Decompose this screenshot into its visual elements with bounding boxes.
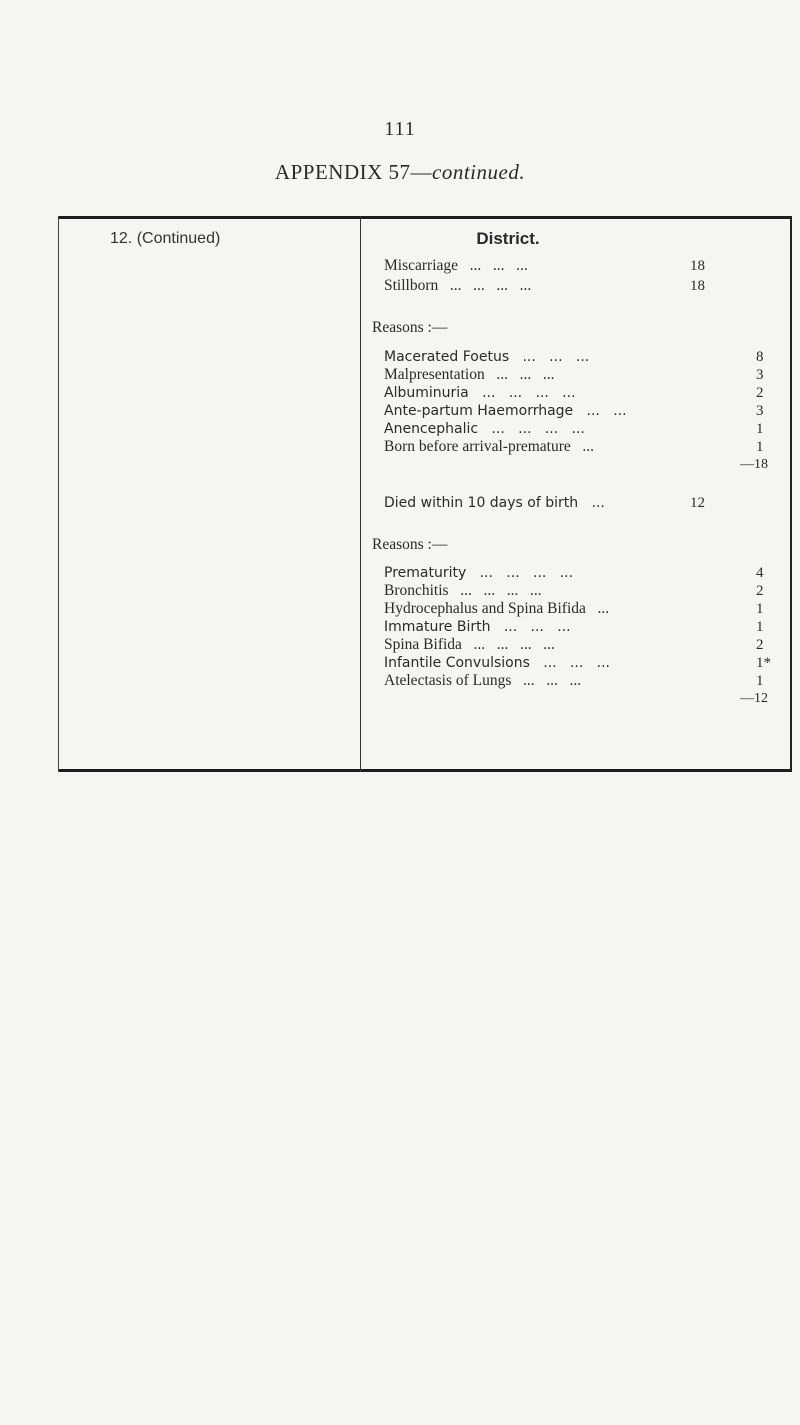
reason-immature-birth: Immature Birth ... ... ... (384, 619, 571, 635)
reason-anencephalic-value: 1 (756, 421, 764, 437)
reason-albuminuria: Albuminuria ... ... ... ... (384, 385, 576, 401)
reason-spina-bifida-value: 2 (756, 637, 764, 653)
page-heading (0, 160, 800, 185)
reason-albuminuria-value: 2 (756, 385, 764, 401)
reason-macerated-foetus: Macerated Foetus ... ... ... (384, 349, 590, 365)
reason-macerated-foetus-value: 8 (756, 349, 764, 365)
reason-ante-partum-haemorrhage-value: 3 (756, 403, 764, 419)
reason-prematurity-value: 4 (756, 565, 764, 581)
page-number: 111 (384, 118, 416, 140)
stillborn-value: 18 (690, 278, 705, 294)
stillborn-reasons-heading: Reasons :— (372, 319, 448, 336)
died-reasons-total: —12 (740, 691, 768, 706)
reason-hydrocephalus-spina-bifida-value: 1 (756, 601, 764, 617)
heading-continued: continued. (432, 160, 526, 184)
table-right-rule (790, 216, 792, 772)
reason-ante-partum-haemorrhage: Ante-partum Haemorrhage ... ... (384, 403, 627, 419)
reason-malpresentation: Malpresentation ... ... ... (384, 366, 555, 383)
reason-immature-birth-value: 1 (756, 619, 764, 635)
reason-atelectasis-of-lungs: Atelectasis of Lungs ... ... ... (384, 672, 582, 689)
appendix-table (58, 216, 792, 772)
reason-prematurity: Prematurity ... ... ... ... (384, 565, 574, 581)
reason-infantile-convulsions-value: 1* (756, 655, 771, 671)
reason-born-before-arrival-value: 1 (756, 439, 764, 455)
reason-bronchitis: Bronchitis ... ... ... ... (384, 582, 542, 599)
table-top-rule (58, 216, 792, 219)
table-left-rule (58, 216, 59, 772)
reason-spina-bifida: Spina Bifida ... ... ... ... (384, 636, 555, 653)
reason-malpresentation-value: 3 (756, 367, 764, 383)
table-bottom-rule (58, 769, 792, 772)
reason-hydrocephalus-spina-bifida: Hydrocephalus and Spina Bifida ... (384, 600, 610, 617)
reason-anencephalic: Anencephalic ... ... ... ... (384, 421, 585, 437)
district-title: District. (476, 229, 540, 248)
stillborn-reasons-total: —18 (740, 457, 768, 472)
stillborn-label: Stillborn ... ... ... ... (384, 277, 532, 294)
reason-bronchitis-value: 2 (756, 583, 764, 599)
reason-atelectasis-of-lungs-value: 1 (756, 673, 764, 689)
died-within-10-days-label: Died within 10 days of birth ... (384, 495, 605, 511)
reason-infantile-convulsions: Infantile Convulsions ... ... ... (384, 655, 610, 671)
miscarriage-value: 18 (690, 258, 705, 274)
section-label: 12. (Continued) (110, 230, 221, 247)
heading-main: APPENDIX 57— (274, 160, 433, 184)
reason-born-before-arrival: Born before arrival-premature ... (384, 438, 595, 455)
died-within-10-days-value: 12 (690, 495, 705, 511)
column-divider (360, 216, 361, 772)
miscarriage-label: Miscarriage ... ... ... (384, 257, 528, 274)
died-reasons-heading: Reasons :— (372, 536, 448, 553)
